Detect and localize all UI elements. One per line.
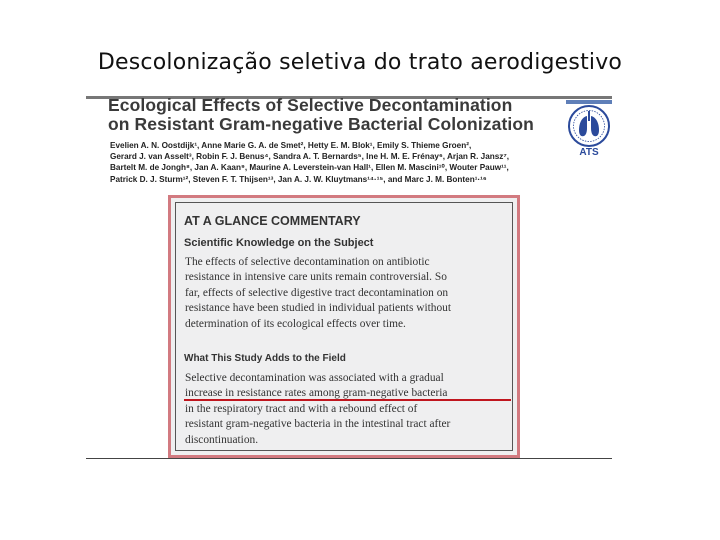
paper-title [108,96,558,134]
author-line: Patrick D. J. Sturm¹², Steven F. T. Thijsen¹³, Jan A. J. W. Kluytmans¹⁴·¹⁵, and Marc J. M. Bonten¹·¹⁶ [110,174,487,184]
body-line: discontinuation. [185,433,259,446]
red-underline-highlight [184,399,511,401]
paper-title-line-2: on Resistant Gram-negative Bacterial Colonization [108,114,534,134]
ats-lungs-icon [566,100,612,158]
author-line: Evelien A. N. Oostdijk¹, Anne Marie G. A. de Smet², Hetty E. M. Blok¹, Emily S. Thieme Groen², [110,141,472,150]
section-title-scientific-knowledge: Scientific Knowledge on the Subject [184,237,374,249]
body-line: Selective decontamination was associated with a gradual [185,372,444,384]
section-body-scientific-knowledge [185,255,505,332]
body-line: determination of its ecological effects over time. [185,317,406,330]
paper-title-line-1: Ecological Effects of Selective Decontamination [108,95,513,115]
section-body-study-adds [185,371,505,448]
ats-logo [566,100,612,158]
body-line: resistant gram-negative bacteria in the intestinal tract after [185,418,451,431]
author-line: Gerard J. van Asselt³, Robin F. J. Benus⁴, Sandra A. T. Bernards⁵, Ine H. M. E. Frénay⁶, Arjan R. Jansz⁷, [110,152,510,162]
ats-logo-label: ATS [579,147,599,158]
body-line: The effects of selective decontamination on antibiotic [185,256,430,268]
body-line: resistance have been studied in individual patients without [185,302,452,315]
body-line: in the respiratory tract and with a rebound effect of [185,402,418,415]
bottom-rule [86,458,612,459]
author-line: Bartelt M. de Jongh⁸, Jan A. Kaan⁹, Maurine A. Leverstein-van Hall¹, Ellen M. Mascini¹⁰, Wouter Pauw¹¹, [110,163,509,173]
author-list [110,140,560,185]
body-line: increase in resistance rates among gram-negative bacteria [185,387,448,400]
body-line: far, effects of selective digestive tract decontamination on [185,286,449,299]
section-title-study-adds: What This Study Adds to the Field [184,353,346,364]
glance-heading: AT A GLANCE COMMENTARY [184,214,361,228]
body-line: resistance in intensive care units remain controversial. So [185,271,447,284]
slide-title: Descolonização seletiva do trato aerodigestivo [97,50,623,75]
